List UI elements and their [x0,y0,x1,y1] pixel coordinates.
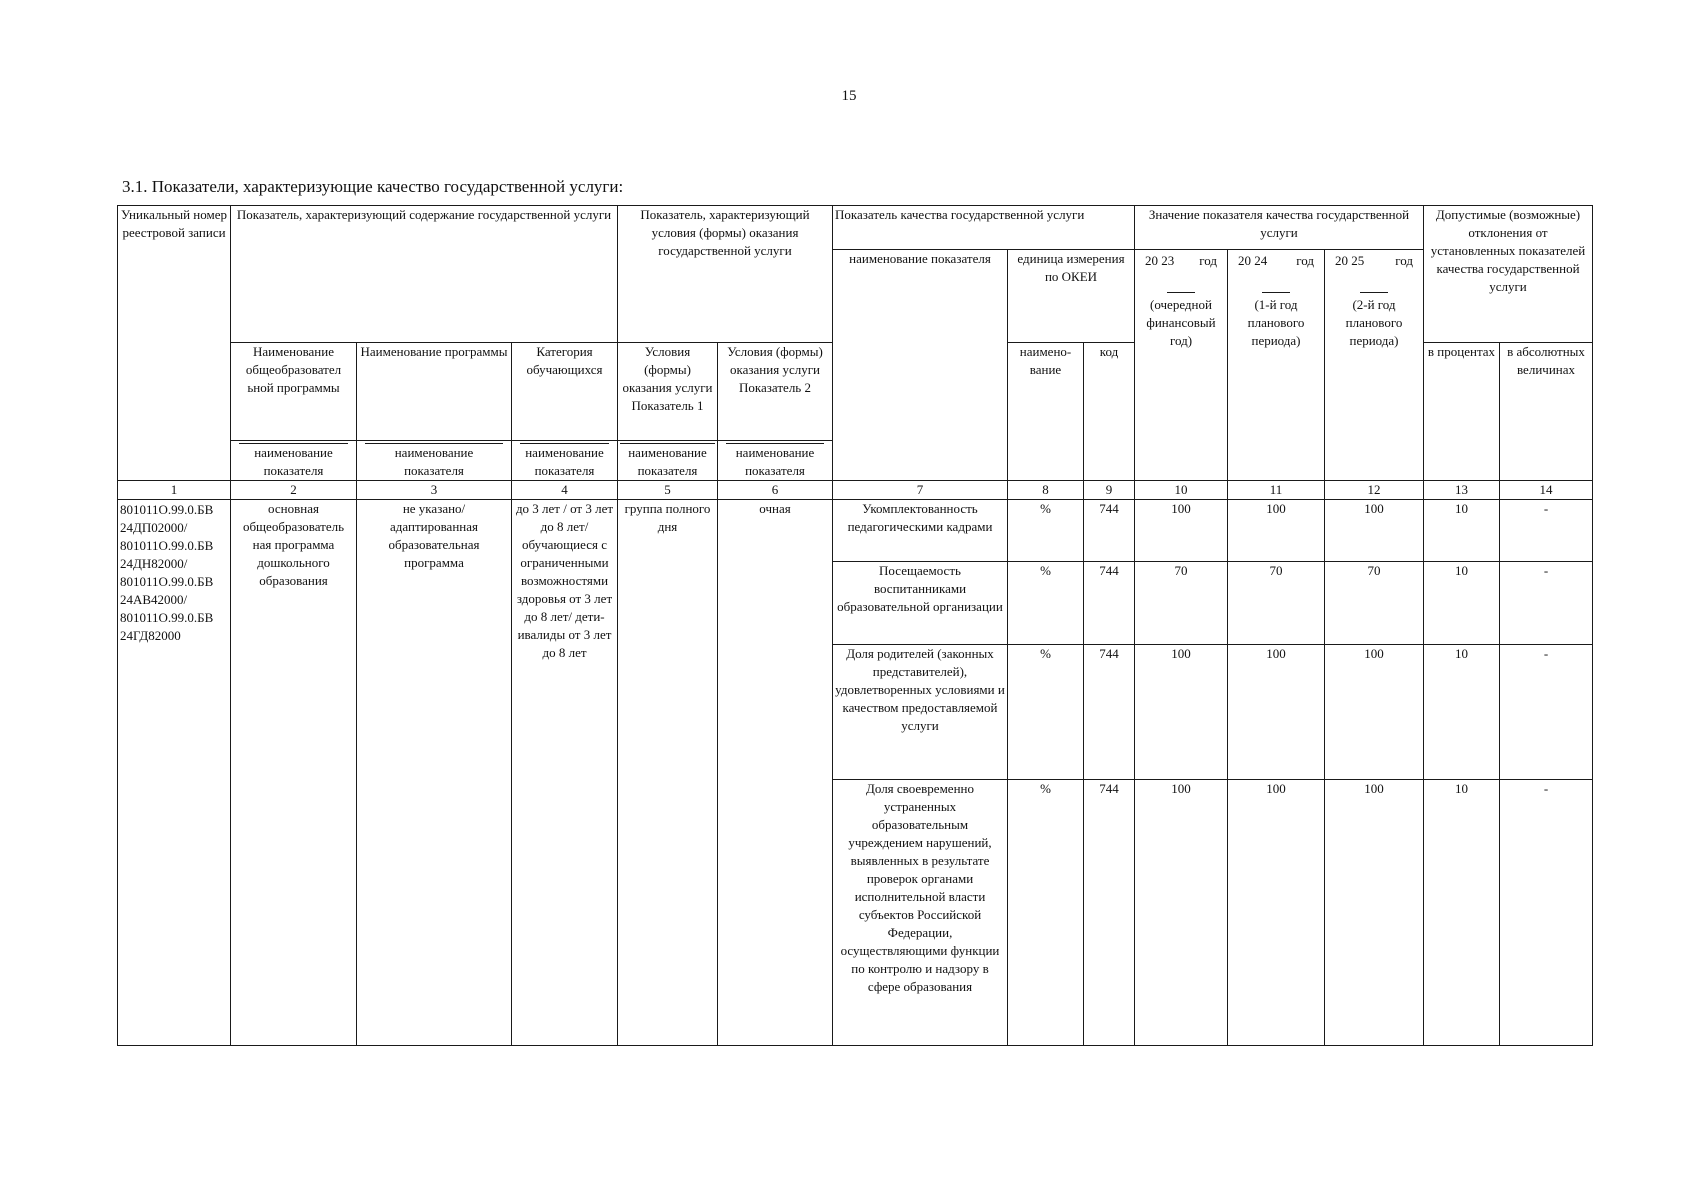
header-sub-program-edu: Наименование общеобразовател ьной программы [231,343,357,441]
table-row [118,500,1593,562]
sub-label-5: наименование показателя [726,443,824,480]
indicator-code: 744 [1084,645,1135,780]
year-2024-note: (1-й год планового периода) [1247,297,1305,348]
registry-number: 801011О.99.0.БВ 24ДП02000/ 801011О.99.0.БВ 24ДН82000/ 801011О.99.0.БВ 24АВ42000/ 801011О.99.0.БВ 24ГД82000 [118,500,231,1046]
value-2025: 100 [1325,645,1424,780]
indicator-unit: % [1008,500,1084,562]
header-unit-code: код [1084,343,1135,481]
value-2023: 70 [1135,562,1228,645]
col-num: 10 [1135,481,1228,500]
section-title: 3.1. Показатели, характеризующие качество государственной услуги: [122,177,624,196]
year-2025-prefix: 20 25 [1335,253,1365,268]
header-deviations: Допустимые (возможные) отклонения от установленных показателей качества государственной услуги [1424,206,1593,343]
value-2024: 70 [1228,562,1325,645]
year-2025-underline [1360,292,1388,293]
year-2023-word: год [1199,253,1217,268]
column-number-row [118,481,1593,500]
year-2023-underline [1167,292,1195,293]
category: до 3 лет / от 3 лет до 8 лет/ обучающиеся с ограниченными возможностями здоровья от 3 лет до 8 лет/ дети-ивалиды от 3 лет до 8 лет [512,500,618,1046]
header-unit: единица измерения по ОКЕИ [1008,250,1135,343]
col-num: 7 [833,481,1008,500]
sub-label-2: наименование показателя [365,443,503,480]
header-year-2023 [1135,250,1228,481]
header-year-2025 [1325,250,1424,481]
value-2024: 100 [1228,500,1325,562]
program-edu: основная общеобразователь ная программа дошкольного образования [231,500,357,1046]
indicator-name: Посещаемость воспитанниками образовательной организации [833,562,1008,645]
col-num: 9 [1084,481,1135,500]
col-num: 4 [512,481,618,500]
indicator-unit: % [1008,562,1084,645]
deviation-percent: 10 [1424,500,1500,562]
header-year-2024 [1228,250,1325,481]
header-dev-percent: в процентах [1424,343,1500,481]
header-unique-number: Уникальный номер реестровой записи [118,206,231,481]
value-2023: 100 [1135,780,1228,1046]
indicator-unit: % [1008,780,1084,1046]
col-num: 3 [357,481,512,500]
year-2023-note: (очередной финансовый год) [1146,297,1216,348]
year-2024-prefix: 20 24 [1238,253,1268,268]
deviation-absolute: - [1500,562,1593,645]
header-unit-name: наимено-вание [1008,343,1084,481]
value-2023: 100 [1135,645,1228,780]
header-sub-category: Категория обучающихся [512,343,618,441]
col-num: 12 [1325,481,1424,500]
year-2024-underline [1262,292,1290,293]
value-2023: 100 [1135,500,1228,562]
col-num: 11 [1228,481,1325,500]
indicator-name: Доля родителей (законных представителей), удовлетворенных условиями и качеством предоставляемой услуги [833,645,1008,780]
value-2024: 100 [1228,780,1325,1046]
col-num: 2 [231,481,357,500]
col-num: 8 [1008,481,1084,500]
header-dev-absolute: в абсолютных величинах [1500,343,1593,481]
header-sub-cond1: Условия (формы) оказания услуги Показатель 1 [618,343,718,441]
sub-label-3: наименование показателя [520,443,609,480]
col-num: 1 [118,481,231,500]
indicator-name: Укомплектованность педагогическими кадрами [833,500,1008,562]
condition-2: очная [718,500,833,1046]
deviation-absolute: - [1500,500,1593,562]
sub-label-1: наименование показателя [239,443,348,480]
header-conditions-indicator: Показатель, характеризующий условия (формы) оказания государственной услуги [618,206,833,343]
indicator-code: 744 [1084,562,1135,645]
value-2025: 100 [1325,780,1424,1046]
year-2023-prefix: 20 23 [1145,253,1175,268]
sub-label-4: наименование показателя [620,443,715,480]
col-num: 14 [1500,481,1593,500]
indicator-name: Доля своевременно устраненных образовательным учреждением нарушений, выявленных в результате проверок органами исполнительной власти субъектов Российской Федерации, осуществляющими функции по контролю и надзору в сфере образования [833,780,1008,1046]
header-sub-program: Наименование программы [357,343,512,441]
condition-1: группа полного дня [618,500,718,1046]
indicator-code: 744 [1084,500,1135,562]
indicator-code: 744 [1084,780,1135,1046]
deviation-percent: 10 [1424,780,1500,1046]
deviation-percent: 10 [1424,562,1500,645]
program: не указано/ адаптированная образовательная программа [357,500,512,1046]
header-content-indicator: Показатель, характеризующий содержание государственной услуги [231,206,618,343]
quality-indicators-table-wrapper [117,205,1593,1046]
col-num: 6 [718,481,833,500]
year-2024-word: год [1296,253,1314,268]
year-2025-note: (2-й год планового периода) [1345,297,1403,348]
header-quality-indicator: Показатель качества государственной услуги [833,206,1135,250]
header-sub-cond2: Условия (формы) оказания услуги Показатель 2 [718,343,833,441]
page-number: 15 [841,88,857,104]
col-num: 13 [1424,481,1500,500]
header-row-1 [118,206,1593,250]
header-quality-value: Значение показателя качества государственной услуги [1135,206,1424,250]
header-indicator-name: наименование показателя [833,250,1008,481]
year-2025-word: год [1395,253,1413,268]
col-num: 5 [618,481,718,500]
value-2024: 100 [1228,645,1325,780]
value-2025: 70 [1325,562,1424,645]
quality-indicators-table [117,205,1593,1046]
deviation-percent: 10 [1424,645,1500,780]
deviation-absolute: - [1500,780,1593,1046]
deviation-absolute: - [1500,645,1593,780]
value-2025: 100 [1325,500,1424,562]
indicator-unit: % [1008,645,1084,780]
